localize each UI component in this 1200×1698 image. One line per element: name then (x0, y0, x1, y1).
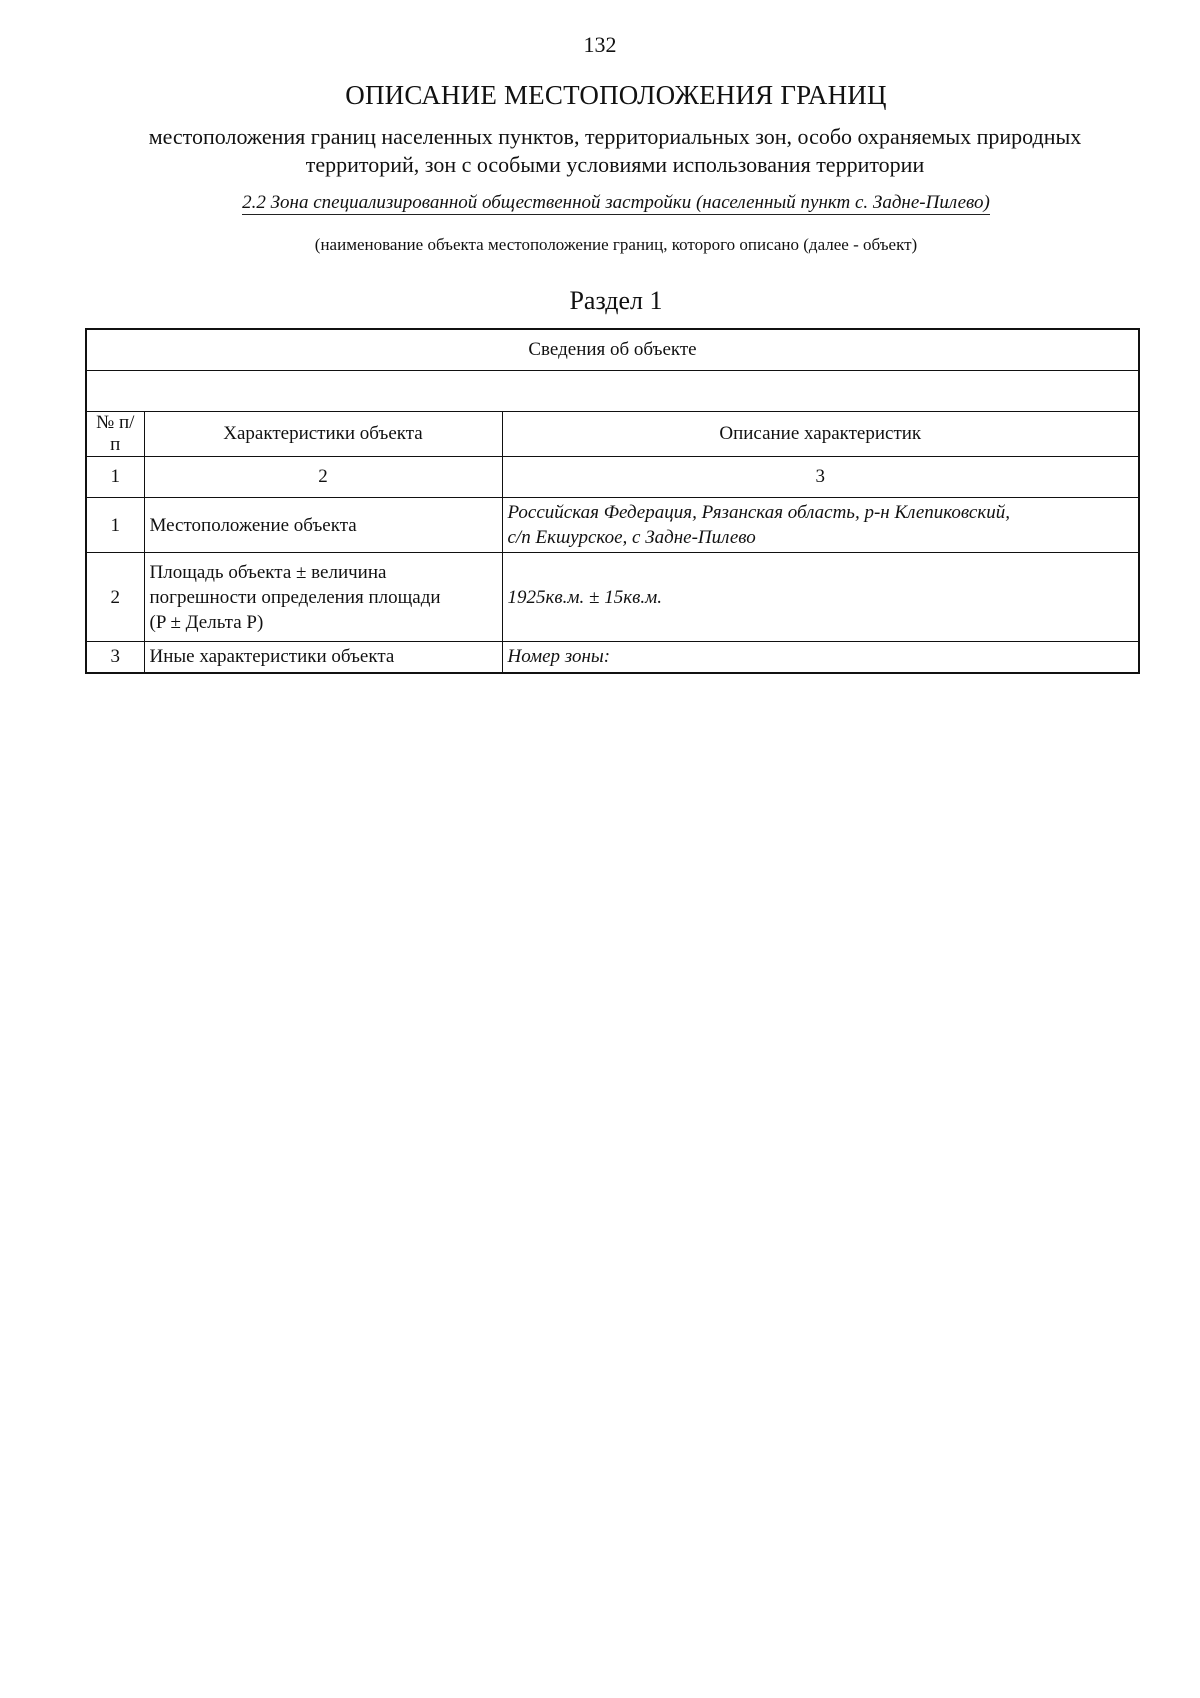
table-blank-row (86, 371, 1139, 412)
row-num: 1 (86, 498, 144, 553)
object-name-text: 2.2 Зона специализированной общественной застройки (населенный пункт с. Задне-Пилево) (242, 192, 990, 213)
column-header-characteristic: Характеристики объекта (144, 412, 502, 457)
row-num: 2 (86, 553, 144, 642)
row-characteristic: Иные характеристики объекта (144, 642, 502, 674)
table-header-row (86, 329, 1139, 371)
table-row (86, 498, 1139, 553)
row-characteristic-line: погрешности определения площади (149, 586, 441, 608)
table-blank-cell (86, 371, 1139, 412)
table-row (86, 642, 1139, 674)
table-row (86, 553, 1139, 642)
row-characteristic (144, 553, 502, 642)
document-title: ОПИСАНИЕ МЕСТОПОЛОЖЕНИЯ ГРАНИЦ (345, 80, 887, 110)
column-number-3: 3 (502, 457, 1139, 498)
row-description: Номер зоны: (502, 642, 1139, 674)
column-header-num: № п/п (86, 412, 144, 457)
row-characteristic-line: Площадь объекта ± величина (149, 561, 387, 583)
document-subtitle: местоположения границ населенных пунктов, территориальных зон, особо охраняемых природных территорий, зон с особыми условиями использования территории (148, 124, 1082, 177)
row-characteristic-line: (P ± Дельта P) (149, 611, 264, 633)
object-name-caption: (наименование объекта местоположение границ, которого описано (далее - объект) (314, 235, 918, 254)
object-name (0, 192, 1200, 214)
row-description-line: Российская Федерация, Рязанская область, р-н Клепиковский, (507, 502, 1010, 523)
object-info-table (85, 328, 1140, 674)
section-title: Раздел 1 (569, 286, 663, 315)
page-number: 132 (583, 32, 617, 57)
row-description (502, 498, 1139, 553)
row-num: 3 (86, 642, 144, 674)
row-characteristic: Местоположение объекта (144, 498, 502, 553)
table-header: Сведения об объекте (86, 329, 1139, 371)
row-description-line: с/п Екшурское, с Задне-Пилево (507, 527, 756, 548)
row-description: 1925кв.м. ± 15кв.м. (502, 553, 1139, 642)
table-column-numbers (86, 457, 1139, 498)
table-column-headers (86, 412, 1139, 457)
column-header-description: Описание характеристик (502, 412, 1139, 457)
column-number-1: 1 (86, 457, 144, 498)
column-number-2: 2 (144, 457, 502, 498)
